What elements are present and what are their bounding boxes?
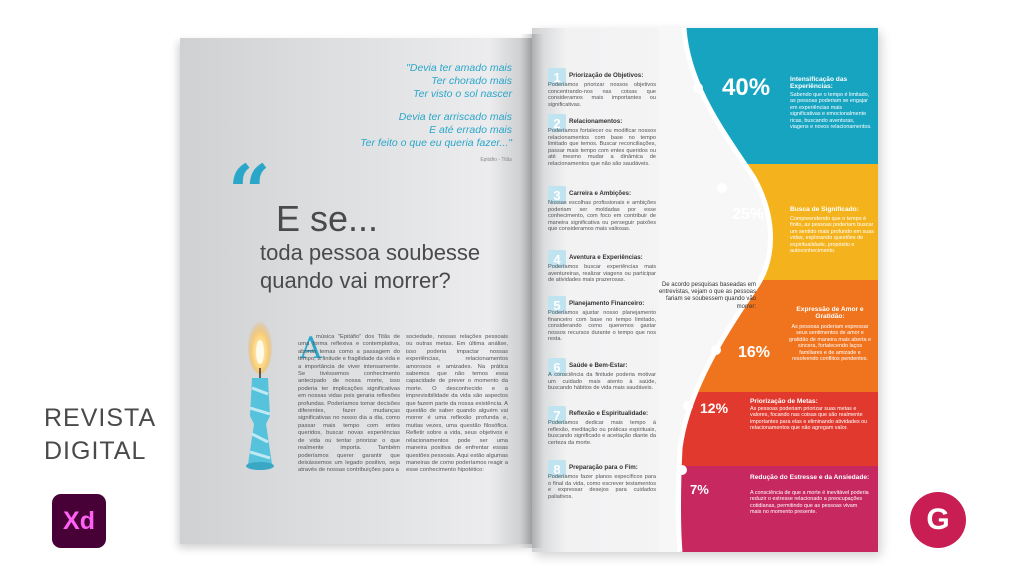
label-line-1: REVISTA <box>44 404 157 432</box>
item-number: 3 <box>548 186 566 204</box>
percent-40: 40% <box>722 74 771 101</box>
item-number: 5 <box>548 296 566 314</box>
brand-logo-icon: G <box>910 492 966 548</box>
band-text: As pessoas poderiam expressar seus sentimentos de amor e gratidão de maneira mais aberta e sincera, fortalecendo laços familiares e de amizade e resolvendo conflitos pendentes. <box>788 324 872 363</box>
item-title: Aventura e Experiências: <box>569 254 643 261</box>
item-title: Priorização de Objetivos: <box>569 72 644 79</box>
band-title: Intensificação das Experiências: <box>790 76 848 91</box>
infographic-note: De acordo pesquisas baseadas em entrevistas, vejam o que as pessoas fariam se soubessem quando vão morrer: <box>658 282 756 310</box>
item-number: 6 <box>548 358 566 376</box>
label-line-2: DIGITAL <box>44 437 147 465</box>
band-text: A consciência de que a morte é inevitável poderia reduzir o estresse relacionado a preocupações cotidianas, permitindo que as pessoas vivam mais no momento presente. <box>750 490 869 516</box>
band-text: As pessoas poderiam priorizar suas metas e valores, focando nas coisas que são realmente importantes para elas e eliminando atividades ou relacionamentos que não agregam valor. <box>750 406 868 432</box>
item-text: Poderíamos buscar experiências mais aventureiras, realizar viagens ou participar de atividades mais prazerosas. <box>548 264 656 284</box>
revista-digital-label <box>44 402 156 468</box>
item-title: Relacionamentos: <box>569 118 623 125</box>
headline-line-3: quando vai morrer? <box>260 268 451 293</box>
item-text: Poderíamos dedicar mais tempo à reflexão, meditação ou práticas espirituais, buscando significado e aceitação diante da certeza da morte. <box>548 420 656 446</box>
item-title: Planejamento Financeiro: <box>569 300 645 307</box>
poem-line: E até errado mais <box>429 124 512 136</box>
percent-12: 12% <box>700 400 729 416</box>
percent-16: 16% <box>738 344 771 361</box>
poem-line: Ter feito o que eu queria fazer..." <box>360 137 512 149</box>
poem-line: Ter visto o sol nascer <box>413 88 512 100</box>
percent-7: 7% <box>690 482 709 497</box>
dropcap: A <box>300 331 322 366</box>
band-title: Expressão de Amor e Gratidão: <box>796 306 864 321</box>
candle-icon <box>232 316 288 486</box>
item-number: 4 <box>548 250 566 268</box>
item-text: Poderíamos ajustar nosso planejamento financeiro com base no tempo limitado, considerando como queremos gastar nossos recursos durante o tempo que nos resta. <box>548 310 656 343</box>
body-column-2: sociedade, nossas relações pessoais ou outras metas. Em última análise, isso poderia impactar nossas experiências, relacionamentos amorosos e amizades. Na prática sabemos que não temos essa capacidade de prever o momento da morte. O desconhecido e a imprevisibilidade da vida são aspectos que fazem parte da nossa existência. A questão de saber quando alguém vai morrer é uma reflexão profunda e, muitas vezes, uma questão filosófica. Refletir sobre a vida, seus objetivos e relacionamentos pode ser uma maneira positiva de enfrentar essas questões pessoais. Aqui estão algumas maneiras de como poderíamos reagir a esse conhecimento hipotético: <box>406 334 508 474</box>
poem-credit: Epitáfio - Titãs <box>480 157 512 163</box>
percent-25: 25% <box>732 206 765 223</box>
body-text: música "Epitáfio" dos Titãs de uma forma reflexiva e contemplativa, aborda temas como a passagem do tempo, a finitude e fragilidade da vida e a importância de viver intensamente. Se tivéssemos conhecimento antecipado de nossa morte, isso poderia ter implicações significativas em nossas vidas pois geraria reflexões profundas. Poderíamos tomar decisões diferentes, fazer mudanças significativas no nosso dia a dia, como passar mais tempo com entes queridos, buscar novas experiências de vida ou tentar priorizar o que realmente importa. Também poderíamos querer garantir que deixássemos um legado positivo, seja através de nossas contribuições para a <box>298 334 400 474</box>
poem-line: Ter chorado mais <box>431 75 512 87</box>
magazine-spread <box>180 26 878 556</box>
item-title: Saúde e Bem-Estar: <box>569 362 628 369</box>
poem-line: "Devia ter amado mais <box>406 62 512 74</box>
item-title: Carreira e Ambições: <box>569 190 632 197</box>
magazine-spine <box>520 34 544 548</box>
xd-logo-text: Xd <box>63 506 95 535</box>
poem-quote <box>350 62 512 167</box>
item-text: Poderíamos fortalecer ou modificar nossos relacionamentos com base no tempo limitado que temos. Buscar reconciliações, passar mais tempo com entes queridos ou até mesmo mudar a dinâmica de relacionamentos que não são saudáveis. <box>548 128 656 167</box>
item-text: A consciência da finitude poderia motivar um cuidado mais atento à saúde, buscando hábitos de vida mais saudáveis. <box>548 372 656 392</box>
item-number: 2 <box>548 114 566 132</box>
left-page <box>180 38 532 544</box>
item-title: Reflexão e Espiritualidade: <box>569 410 649 417</box>
item-number: 1 <box>548 68 566 86</box>
item-title: Preparação para o Fim: <box>569 464 638 471</box>
band-text: Compreendendo que o tempo é finito, as pessoas poderiam buscar um sentido mais profundo em suas vidas, explorando questões de espiritualidade, propósito e autoconhecimento. <box>790 216 874 255</box>
quote-mark-icon: “ <box>228 150 271 236</box>
band-title: Redução do Estresse e da Ansiedade: <box>750 474 870 481</box>
item-text: Nossas escolhas profissionais e ambições poderiam ser moldadas por esse conhecimento, com foco em contribuir de maneira significativa ou perseguir paixões que consideramos mais valiosas. <box>548 200 656 233</box>
band-text: Sabendo que o tempo é limitado, as pessoas poderiam se engajar em experiências mais significativas e emocionalmente ricas, buscando aventuras, viagens e novos relacionamentos. <box>790 92 872 131</box>
band-title: Priorização de Metas: <box>750 398 818 405</box>
item-number: 8 <box>548 460 566 478</box>
item-text: Poderíamos priorizar nossos objetivos concentrando-nos nas coisas que consideramos mais importantes ou significativas. <box>548 82 656 108</box>
headline-line-2: toda pessoa soubesse <box>260 240 481 265</box>
body-column-1 <box>298 331 400 475</box>
poem-line: Devia ter arriscado mais <box>398 111 512 123</box>
adobe-xd-logo-icon <box>52 494 106 548</box>
item-text: Poderíamos fazer planos específicos para o final da vida, como escrever testamentos e expressar desejos para cuidados paliativos. <box>548 474 656 500</box>
right-page <box>532 28 878 552</box>
headline-line-1: E se... <box>276 198 379 239</box>
item-number: 7 <box>548 406 566 424</box>
band-title: Busca de Significado: <box>790 206 859 213</box>
